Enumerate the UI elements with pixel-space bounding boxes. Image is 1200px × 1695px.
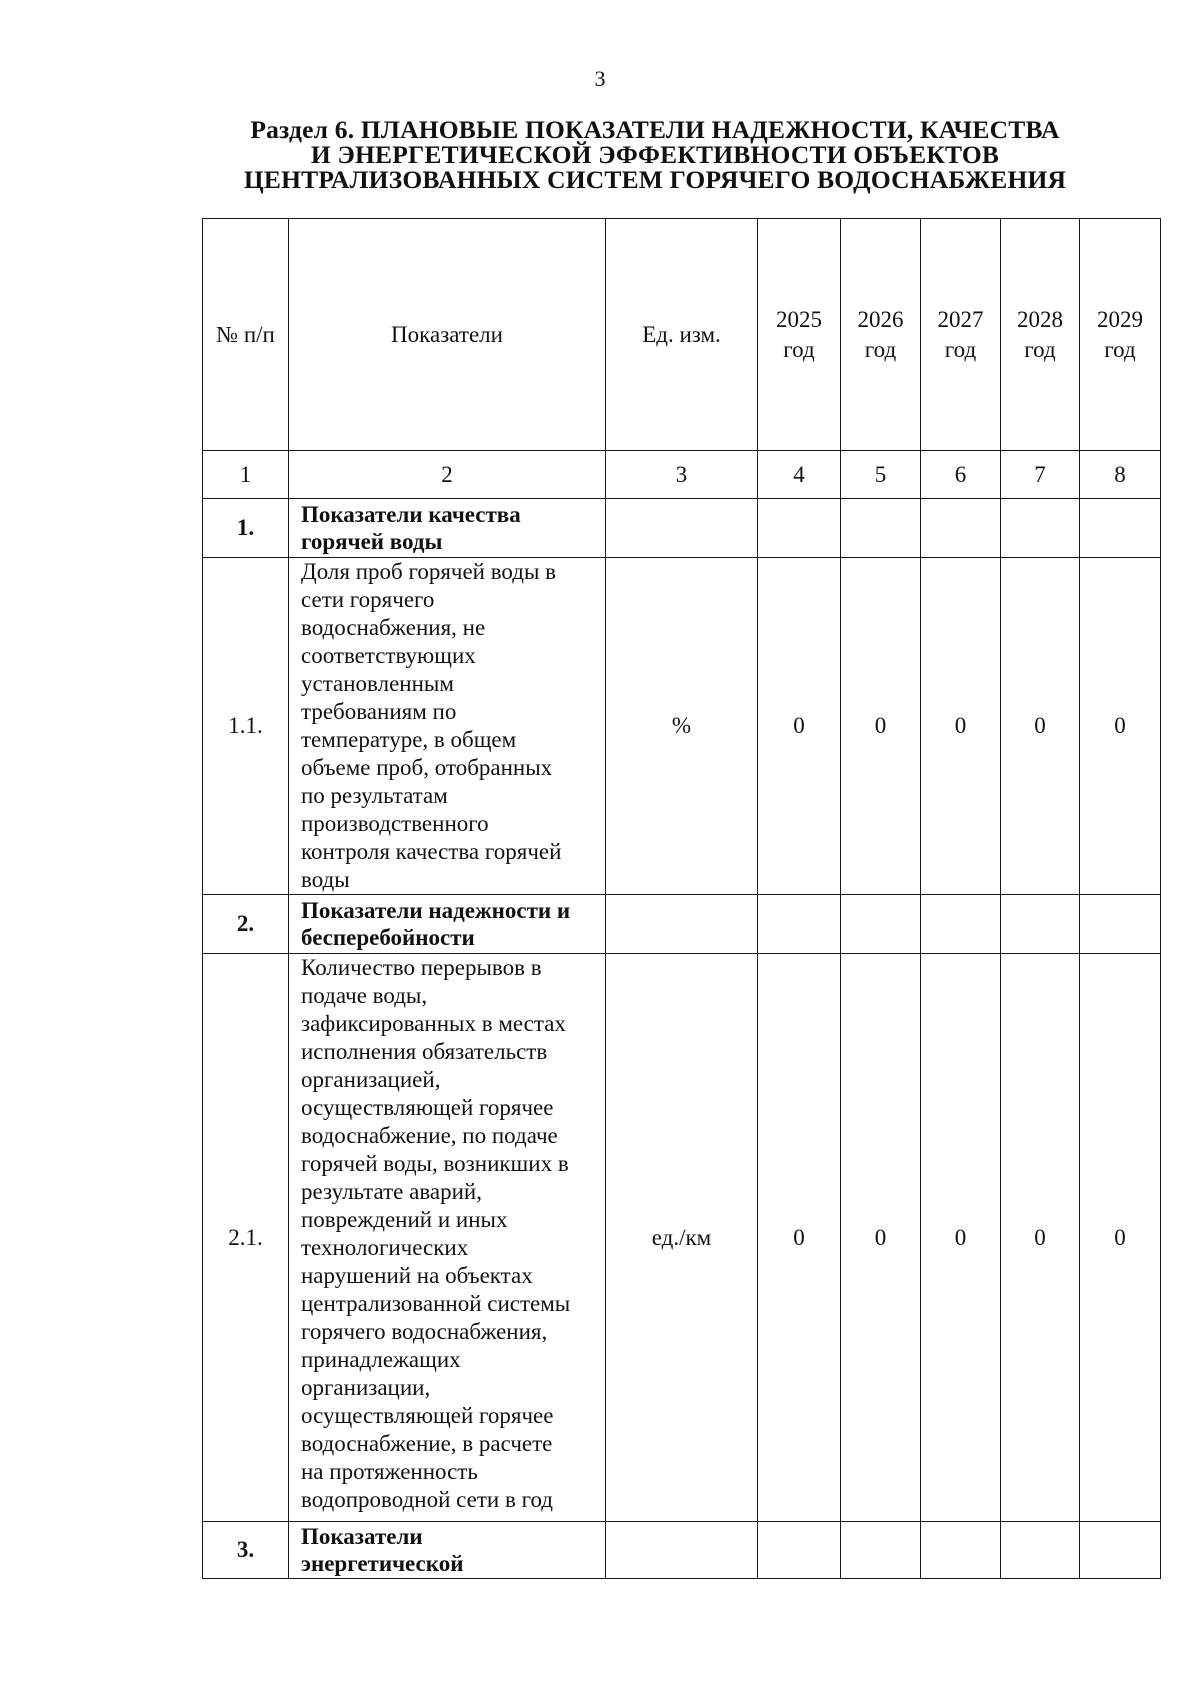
column-number: 1 bbox=[203, 451, 289, 499]
value-cell: 0 bbox=[758, 558, 841, 895]
indicator-description: Количество перерывов в подаче воды, зафиксированных в местах исполнения обязательств организацией, осуществляющей горячее водоснабжение, по подаче горячей воды, возникших в результате аварий, повреждений и иных технологических нарушений на объектах централизованной системы горячего водоснабжения, принадлежащих организации, осуществляющей горячее водоснабжение, в расчете на протяженность водопроводной сети в год bbox=[289, 954, 606, 1522]
column-number: 4 bbox=[758, 451, 841, 499]
value-cell: 0 bbox=[758, 954, 841, 1522]
header-unit: Ед. изм. bbox=[606, 219, 758, 451]
section-row-quality bbox=[203, 499, 1161, 558]
header-year-2026: 2026 год bbox=[841, 219, 921, 451]
column-number: 3 bbox=[606, 451, 758, 499]
column-number: 7 bbox=[1001, 451, 1080, 499]
indicator-row-2-1 bbox=[203, 954, 1161, 1522]
column-number: 8 bbox=[1080, 451, 1161, 499]
page-number: 3 bbox=[594, 66, 606, 91]
unit-cell: ед./км bbox=[606, 954, 758, 1522]
row-number: 1.1. bbox=[203, 558, 289, 895]
section-heading: Показатели надежности и бесперебойности bbox=[289, 895, 606, 954]
value-cell: 0 bbox=[1001, 558, 1080, 895]
column-number: 6 bbox=[921, 451, 1001, 499]
header-year-2028: 2028 год bbox=[1001, 219, 1080, 451]
row-number: 2.1. bbox=[203, 954, 289, 1522]
header-year-2025: 2025 год bbox=[758, 219, 841, 451]
value-cell: 0 bbox=[841, 558, 921, 895]
header-row bbox=[203, 219, 1161, 451]
value-cell: 0 bbox=[921, 954, 1001, 1522]
row-number: 3. bbox=[203, 1522, 289, 1579]
section-row-energy bbox=[203, 1522, 1161, 1579]
header-year-2029: 2029 год bbox=[1080, 219, 1161, 451]
header-num: № п/п bbox=[203, 219, 289, 451]
title-line: ЦЕНТРАЛИЗОВАННЫХ СИСТЕМ ГОРЯЧЕГО ВОДОСНАБЖЕНИЯ bbox=[243, 165, 1067, 194]
indicator-row-1-1 bbox=[203, 558, 1161, 895]
header-year-2027: 2027 год bbox=[921, 219, 1001, 451]
header-indicator: Показатели bbox=[289, 219, 606, 451]
value-cell: 0 bbox=[1080, 558, 1161, 895]
unit-cell: % bbox=[606, 558, 758, 895]
column-number-row bbox=[203, 451, 1161, 499]
value-cell: 0 bbox=[921, 558, 1001, 895]
section-heading: Показатели качества горячей воды bbox=[289, 499, 606, 558]
title-line: Раздел 6. ПЛАНОВЫЕ ПОКАЗАТЕЛИ НАДЕЖНОСТИ, КАЧЕСТВА bbox=[250, 115, 1060, 144]
column-number: 5 bbox=[841, 451, 921, 499]
column-number: 2 bbox=[289, 451, 606, 499]
title-line: И ЭНЕРГЕТИЧЕСКОЙ ЭФФЕКТИВНОСТИ ОБЪЕКТОВ bbox=[310, 140, 1000, 169]
section-heading: Показатели энергетической bbox=[289, 1522, 606, 1579]
row-number: 1. bbox=[203, 499, 289, 558]
section-row-reliability bbox=[203, 895, 1161, 954]
indicator-description: Доля проб горячей воды в сети горячего водоснабжения, не соответствующих установленным требованиям по температуре, в общем объеме проб, отобранных по результатам производственного контроля качества горячей воды bbox=[289, 558, 606, 895]
value-cell: 0 bbox=[841, 954, 921, 1522]
value-cell: 0 bbox=[1080, 954, 1161, 1522]
row-number: 2. bbox=[203, 895, 289, 954]
value-cell: 0 bbox=[1001, 954, 1080, 1522]
indicators-table bbox=[202, 218, 1161, 1579]
section-title bbox=[170, 117, 1140, 192]
